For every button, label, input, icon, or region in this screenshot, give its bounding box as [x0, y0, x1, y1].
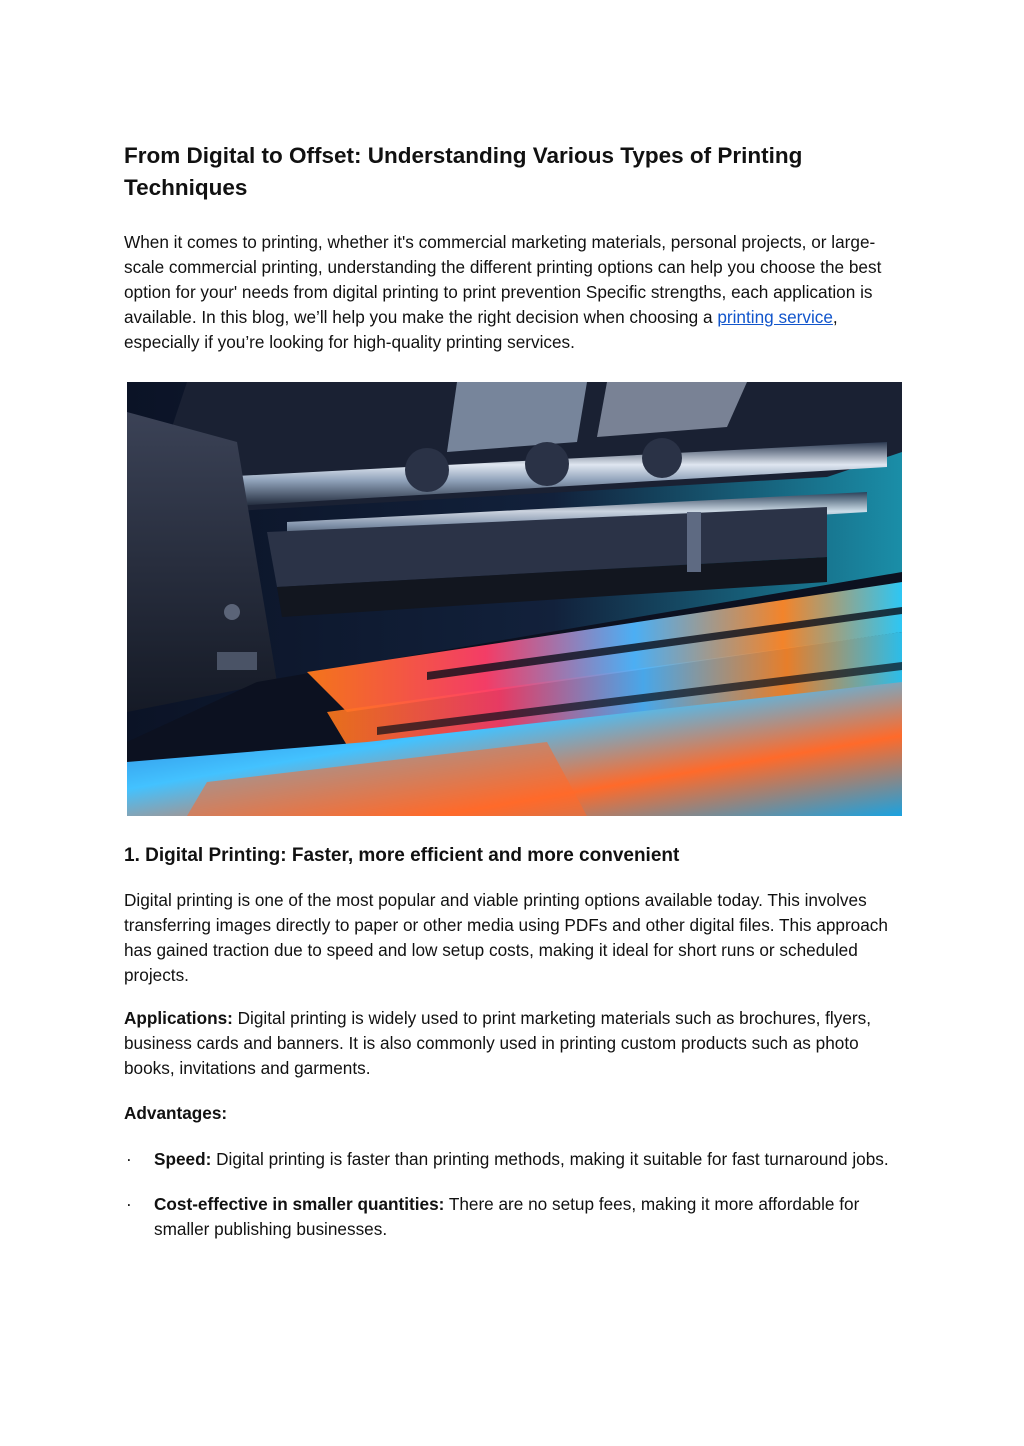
intro-text-after-link: , especially if you’re looking for high-quality printing services.	[124, 307, 838, 352]
intro-paragraph	[124, 230, 904, 355]
advantage-label: Speed:	[154, 1149, 212, 1169]
article-title: From Digital to Offset: Understanding Various Types of Printing Techniques	[124, 143, 803, 200]
applications-paragraph	[124, 1006, 904, 1081]
article	[124, 140, 904, 1262]
list-item	[124, 1192, 904, 1242]
advantages-list	[124, 1147, 904, 1242]
printing-service-link[interactable]: printing service	[717, 307, 833, 327]
printing-press-illustration	[127, 382, 902, 816]
advantages-heading: Advantages:	[124, 1103, 228, 1123]
advantage-label: Cost-effective in smaller quantities:	[154, 1194, 445, 1214]
digital-printing-paragraph: Digital printing is one of the most popular and viable printing options available today. This involves transferring images directly to paper or other media using PDFs and other digital files. This approach has gained traction due to speed and low setup costs, making it ideal for short runs or scheduled projects.	[124, 890, 888, 985]
bullet-marker: ·	[126, 1149, 132, 1169]
printing-press-image	[127, 382, 902, 816]
list-item	[124, 1147, 904, 1172]
intro-text-before-link: When it comes to printing, whether it's commercial marketing materials, personal projects, or large-scale commercial printing, understanding the different printing options can help you choose the best option for your' needs from digital printing to print prevention Specific strengths, each application is available. In this blog, we’ll help you make the right decision when choosing a	[124, 232, 882, 327]
bullet-marker: ·	[126, 1194, 132, 1214]
advantage-text: Digital printing is faster than printing methods, making it suitable for fast turnaround jobs.	[211, 1149, 889, 1169]
section-heading-digital-printing: 1. Digital Printing: Faster, more efficient and more convenient	[124, 845, 680, 866]
advantage-text: There are no setup fees, making it more affordable for smaller publishing businesses.	[154, 1194, 860, 1239]
applications-text: Digital printing is widely used to print marketing materials such as brochures, flyers, business cards and banners. It is also commonly used in printing custom products such as photo books, invitations and garments.	[124, 1008, 871, 1078]
applications-label: Applications:	[124, 1008, 233, 1028]
